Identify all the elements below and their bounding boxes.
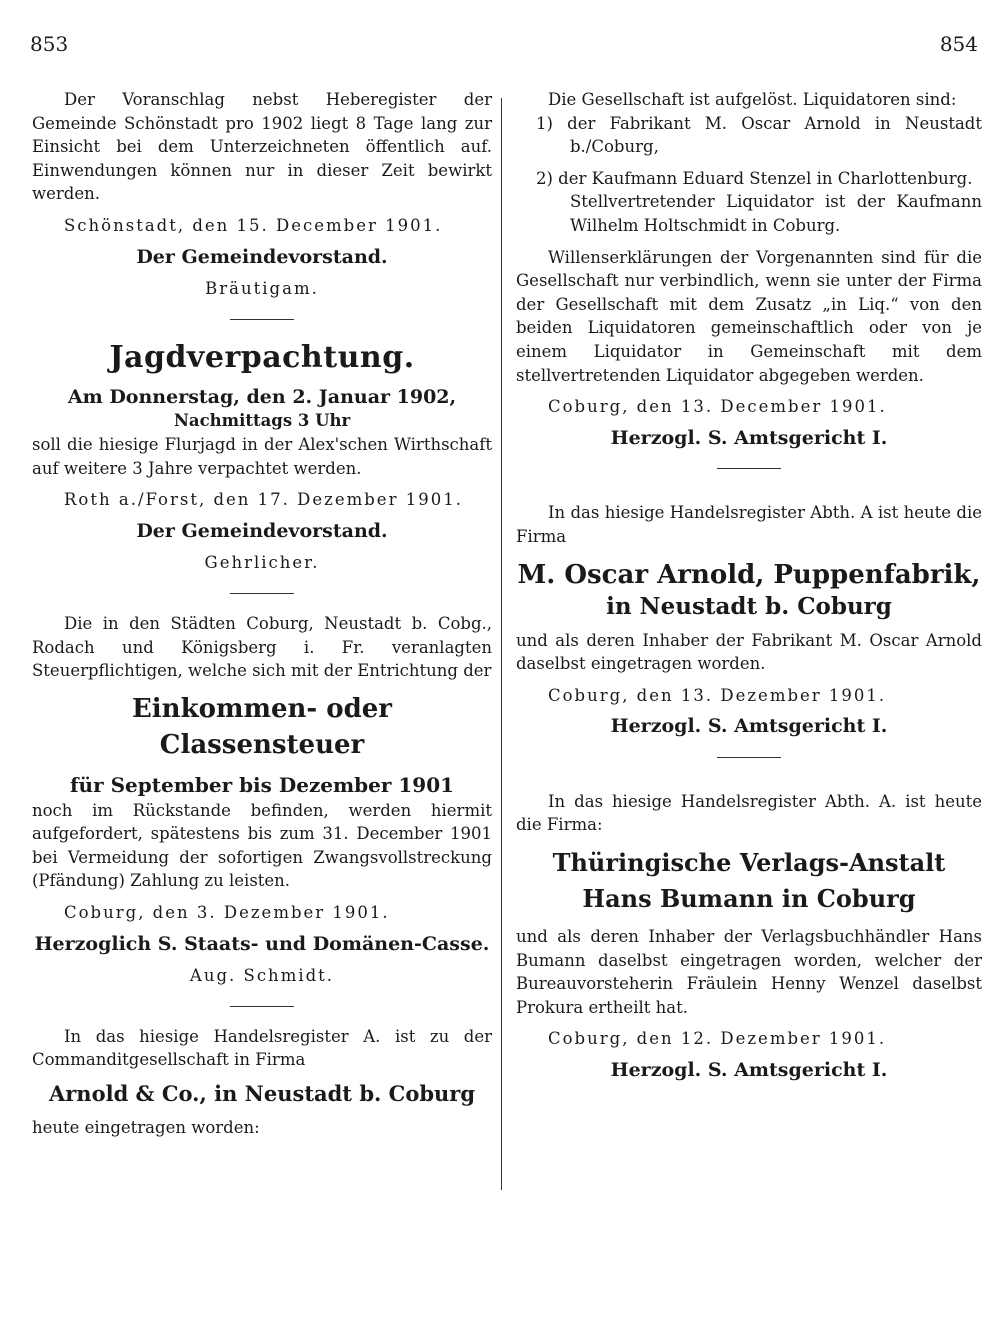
place-date: Coburg, den 3. Dezember 1901. (64, 903, 390, 923)
firm-name: Arnold & Co., in Neustadt b. Coburg (48, 1081, 476, 1107)
firm-name: M. Oscar Arnold, Puppenfabrik, (517, 559, 981, 590)
place-date: Coburg, den 13. Dezember 1901. (548, 685, 887, 705)
separator-rule (717, 468, 781, 469)
right-column (516, 88, 982, 1083)
signer: Gehrlicher. (204, 553, 320, 573)
notice-puppenfabrik (516, 501, 982, 739)
column-divider (501, 98, 502, 1190)
page-number-left: 853 (30, 32, 69, 56)
date-line: Am Donnerstag, den 2. Januar 1902, (67, 385, 457, 408)
notice-text: In das hiesige Handelsregister Abth. A ist heute die Firma (516, 503, 982, 546)
authority: Der Gemeindevorstand. (136, 245, 388, 268)
place-date: Roth a./Forst, den 17. Dezember 1901. (64, 490, 463, 510)
time-line: Nachmittags 3 Uhr (173, 411, 351, 431)
place-date: Coburg, den 13. December 1901. (548, 397, 887, 417)
authority: Herzogl. S. Amtsgericht I. (610, 426, 888, 449)
notice-subheading: für September bis Dezember 1901 (69, 772, 455, 797)
notice-liquidation (516, 88, 982, 450)
authority: Herzoglich S. Staats- und Domänen-Casse. (34, 932, 490, 955)
place-date: Coburg, den 12. Dezember 1901. (548, 1029, 887, 1049)
notice-text-2: noch im Rückstande befinden, werden hiermit aufgefordert, spätestens bis zum 31. December 1901 bei Vermeidung der sofortigen Zwangsvollstreckung (Pfändung) Zahlung zu leisten. (32, 800, 492, 891)
list-item: 2) der Kaufmann Eduard Stenzel in Charlottenburg. (536, 168, 973, 188)
authority: Herzogl. S. Amtsgericht I. (610, 715, 888, 738)
list-item: 1) der Fabrikant M. Oscar Arnold in Neustadt b./Coburg, (536, 113, 982, 157)
notice-text: Die in den Städten Coburg, Neustadt b. Cobg., Rodach und Königsberg i. Fr. veranlagten Steuerpflichtigen, welche sich mit der Entrichtung der (32, 613, 492, 681)
notice-handelsregister-a (32, 1025, 492, 1140)
notice-text-2: und als deren Inhaber der Verlagsbuchhändler Hans Bumann daselbst eingetragen worden, welcher der Bureauvorsteherin Fräulein Henny Wenzel daselbst Prokura ertheilt hat. (516, 927, 982, 1017)
list-item: Stellvertretender Liquidator ist der Kaufmann Wilhelm Holtschmidt in Coburg. (570, 192, 982, 235)
place-date: Schönstadt, den 15. December 1901. (64, 215, 443, 235)
firm-location: in Neustadt b. Coburg (606, 592, 892, 620)
notice-steuer (32, 612, 492, 988)
notice-jagdverpachtung (32, 338, 492, 575)
authority: Der Gemeindevorstand. (136, 519, 388, 542)
separator-rule (717, 757, 781, 758)
separator-rule (230, 1006, 294, 1007)
notice-text-2: Willenserklärungen der Vorgenannten sind für die Gesellschaft nur verbindlich, wenn sie unter der Firma der Gesellschaft mit dem Zusatz „in Liq.“ von den beiden Liquidatoren gemeinschaftlich oder von je einem Liquidator in Gemeinschaft mit dem stellvertretenden Liquidator abgegeben werden. (516, 247, 982, 385)
notice-text: Die Gesellschaft ist aufgelöst. Liquidatoren sind: (548, 90, 957, 109)
signer: Aug. Schmidt. (189, 966, 335, 986)
page-number-right: 854 (939, 32, 978, 56)
firm-name: Thüringische Verlags-Anstalt (552, 848, 946, 878)
firm-owner-location: Hans Bumann in Coburg (582, 884, 916, 914)
authority: Herzogl. S. Amtsgericht I. (610, 1059, 888, 1082)
notice-text: soll die hiesige Flurjagd in der Alex'schen Wirthschaft auf weitere 3 Jahre verpachtet werden. (32, 434, 492, 478)
separator-rule (230, 593, 294, 594)
notice-verlagsanstalt (516, 790, 982, 1083)
signer: Bräutigam. (205, 279, 319, 299)
notice-text: Der Voranschlag nebst Heberegister der Gemeinde Schönstadt pro 1902 liegt 8 Tage lang zur Einsicht bei dem Unterzeichneten öffentlich auf. Einwendungen können nur in dieser Zeit bewirkt werden. (32, 90, 492, 204)
notice-text-2: heute eingetragen worden: (32, 1118, 260, 1138)
notice-heading: Einkommen- oder Classensteuer (131, 693, 393, 760)
notice-voranschlag (32, 88, 492, 301)
notice-title: Jagdverpachtung. (109, 339, 415, 375)
left-column (32, 88, 492, 1140)
notice-text-2: und als deren Inhaber der Fabrikant M. Oscar Arnold daselbst eingetragen worden. (516, 630, 982, 674)
separator-rule (230, 319, 294, 320)
notice-text: In das hiesige Handelsregister Abth. A. ist heute die Firma: (516, 791, 982, 835)
notice-text: In das hiesige Handelsregister A. ist zu der Commanditgesellschaft in Firma (32, 1026, 492, 1070)
